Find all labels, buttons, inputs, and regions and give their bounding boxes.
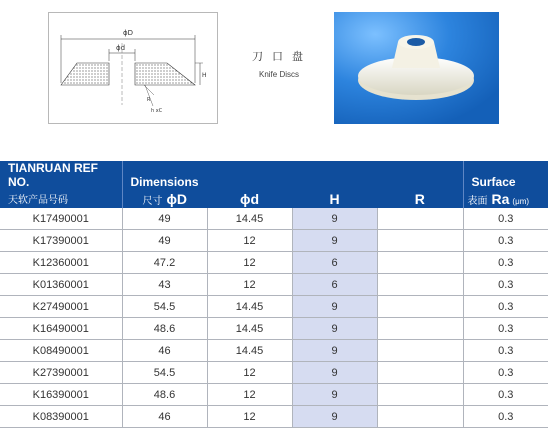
right-section [135,63,195,85]
cell-R [377,230,463,252]
cell-Ra: 0.3 [463,406,548,428]
cell-Ra: 0.3 [463,296,548,318]
cell-d: 14.45 [207,296,292,318]
cell-ref: K27490001 [0,296,122,318]
table-row [0,384,548,406]
col-D-label: ϕD [166,190,188,207]
cell-d: 12 [207,274,292,296]
cell-ref: K16490001 [0,318,122,340]
cell-R [377,406,463,428]
col-D-header [122,189,207,208]
table-row [0,252,548,274]
cell-H: 9 [292,296,377,318]
cell-ref: K17390001 [0,230,122,252]
table-row [0,230,548,252]
cell-D: 48.6 [122,318,207,340]
cell-D: 49 [122,208,207,230]
col-H-header: H [292,189,377,208]
cell-ref: K08390001 [0,406,122,428]
product-photo [334,12,499,124]
cell-R [377,274,463,296]
spec-table [0,161,548,428]
cell-ref: K17490001 [0,208,122,230]
col-Ra-label: Ra [491,190,510,207]
dim-outer-label: ϕD [123,29,134,37]
cell-Ra: 0.3 [463,318,548,340]
cell-ref: K01360001 [0,274,122,296]
cell-H: 9 [292,384,377,406]
cell-ref: K12360001 [0,252,122,274]
cell-D: 47.2 [122,252,207,274]
dimensions-header: Dimensions [122,161,463,189]
cell-R [377,340,463,362]
technical-drawing [48,12,218,124]
cell-d: 14.45 [207,208,292,230]
cell-R [377,208,463,230]
table-row [0,406,548,428]
cell-D: 43 [122,274,207,296]
table-row [0,274,548,296]
cell-ref: K16390001 [0,384,122,406]
cell-R [377,318,463,340]
cell-D: 48.6 [122,384,207,406]
cell-R [377,384,463,406]
col-Ra-header [463,189,548,208]
table-row [0,318,548,340]
cell-D: 46 [122,340,207,362]
ref-header-cn: 天软产品号码 [0,189,122,208]
cell-D: 54.5 [122,296,207,318]
cell-Ra: 0.3 [463,362,548,384]
cell-D: 54.5 [122,362,207,384]
size-label: 尺寸 [142,195,163,207]
cell-d: 12 [207,362,292,384]
dim-chamfer-label: R [147,97,151,103]
cell-Ra: 0.3 [463,384,548,406]
product-title-cn: 刀 口 盘 [251,51,307,63]
col-R-header: R [377,189,463,208]
cell-H: 9 [292,340,377,362]
cell-H: 6 [292,274,377,296]
cross-section-diagram [49,13,217,123]
table-row [0,340,548,362]
cell-D: 49 [122,230,207,252]
cell-d: 12 [207,252,292,274]
table-row [0,362,548,384]
table-row [0,296,548,318]
ref-header: TIANRUAN REF NO. [0,161,122,189]
cell-Ra: 0.3 [463,230,548,252]
cell-H: 9 [292,406,377,428]
cell-Ra: 0.3 [463,252,548,274]
cell-ref: K27390001 [0,362,122,384]
product-title [244,48,314,79]
cell-d: 12 [207,230,292,252]
cell-H: 9 [292,230,377,252]
cell-H: 9 [292,318,377,340]
cell-D: 46 [122,406,207,428]
surface-header: Surface [463,161,548,189]
cell-d: 14.45 [207,340,292,362]
dim-inner-label: ϕd [116,44,126,52]
col-d-header: ϕd [207,189,292,208]
cell-H: 6 [292,252,377,274]
cell-Ra: 0.3 [463,274,548,296]
left-section [61,63,109,85]
dim-edge-label: h xC [151,108,163,114]
cell-H: 9 [292,362,377,384]
surface-label: 表面 [467,195,488,207]
cell-d: 14.45 [207,318,292,340]
cell-Ra: 0.3 [463,208,548,230]
cell-R [377,296,463,318]
knife-disc-image [334,12,499,124]
cell-ref: K08490001 [0,340,122,362]
cell-H: 9 [292,208,377,230]
table-row [0,208,548,230]
cell-d: 12 [207,406,292,428]
cell-R [377,362,463,384]
cell-Ra: 0.3 [463,340,548,362]
product-title-en: Knife Discs [258,70,299,79]
dim-height-label: H [202,72,207,79]
cell-d: 12 [207,384,292,406]
ra-unit: (μm) [512,196,530,206]
cell-R [377,252,463,274]
